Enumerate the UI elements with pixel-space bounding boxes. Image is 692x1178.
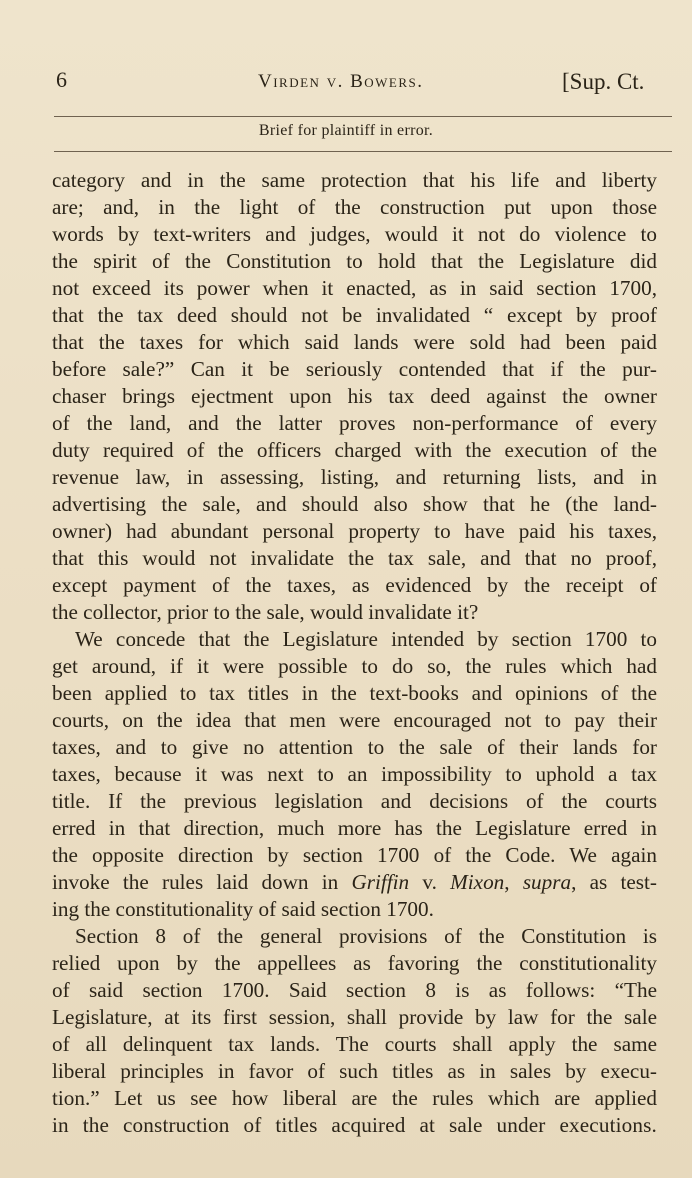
text-line: the opposite direction by section 1700 of the Code. We again — [52, 843, 657, 867]
versus-text: v. — [409, 870, 451, 894]
supra-text: supra — [522, 870, 572, 894]
text-line: erred in that direction, much more has the Legislature erred in — [52, 816, 657, 840]
case-name-griffin: Griffin — [351, 870, 410, 894]
text-line: in the construction of titles acquired at sale under executions. — [52, 1113, 657, 1137]
paragraph-start-line: We concede that the Legislature intended by section 1700 to — [75, 627, 657, 651]
text-line: liberal principles in favor of such titles as in sales by execu- — [52, 1059, 657, 1083]
text-line: of said section 1700. Said section 8 is as follows: “The — [52, 978, 657, 1002]
brief-subheading: Brief for plaintiff in error. — [258, 122, 434, 139]
text-line: the spirit of the Constitution to hold that the Legislature did — [52, 249, 657, 273]
citation-text: invoke the rules laid down in — [52, 870, 352, 894]
citation-tail: , as test- — [571, 870, 657, 894]
header-rule-bottom — [54, 151, 672, 152]
text-line: owner) had abundant personal property to have paid his taxes, — [52, 519, 657, 543]
text-line: tion.” Let us see how liberal are the rules which are applied — [52, 1086, 657, 1110]
case-name-mixon: Mixon — [450, 870, 505, 894]
running-title: Virden v. Bowers. — [258, 71, 424, 92]
text-line: get around, if it were possible to do so, the rules which had — [52, 654, 657, 678]
text-line: words by text-writers and judges, would it not do violence to — [52, 222, 657, 246]
text-line: before sale?” Can it be seriously contended that if the pur- — [52, 357, 657, 381]
text-line: courts, on the idea that men were encouraged not to pay their — [52, 708, 657, 732]
text-line: are; and, in the light of the construction put upon those — [52, 195, 657, 219]
paragraph-end-line: the collector, prior to the sale, would invalidate it? — [52, 600, 479, 624]
citation-separator: , — [504, 870, 523, 894]
citation-line — [52, 869, 657, 896]
text-line: of the land, and the latter proves non-performance of every — [52, 411, 657, 435]
text-line: title. If the previous legislation and decisions of the courts — [52, 789, 657, 813]
text-line: been applied to tax titles in the text-books and opinions of the — [52, 681, 657, 705]
paragraph-start-line: Section 8 of the general provisions of the Constitution is — [75, 924, 657, 948]
text-line: that this would not invalidate the tax sale, and that no proof, — [52, 546, 657, 570]
page-number: 6 — [56, 67, 67, 92]
text-line: Legislature, at its first session, shall provide by law for the sale — [52, 1005, 657, 1029]
text-line: relied upon by the appellees as favoring the constitutionality — [52, 951, 657, 975]
header-rule-top — [54, 116, 672, 117]
text-line: that the taxes for which said lands were sold had been paid — [52, 330, 657, 354]
text-line: revenue law, in assessing, listing, and returning lists, and in — [52, 465, 657, 489]
text-line: of all delinquent tax lands. The courts shall apply the same — [52, 1032, 657, 1056]
text-line: duty required of the officers charged with the execution of the — [52, 438, 657, 462]
text-line: that the tax deed should not be invalidated “ except by proof — [52, 303, 657, 327]
text-line: not exceed its power when it enacted, as in said section 1700, — [52, 276, 657, 300]
text-line: chaser brings ejectment upon his tax deed against the owner — [52, 384, 657, 408]
text-line: except payment of the taxes, as evidenced by the receipt of — [52, 573, 657, 597]
text-line: taxes, because it was next to an impossibility to uphold a tax — [52, 762, 657, 786]
text-line: taxes, and to give no attention to the sale of their lands for — [52, 735, 657, 759]
body-text — [52, 167, 657, 1139]
paragraph-end-line: ing the constitutionality of said section 1700. — [52, 897, 434, 921]
court-label: [Sup. Ct. — [562, 69, 645, 94]
text-line: category and in the same protection that his life and liberty — [52, 168, 657, 192]
text-line: advertising the sale, and should also show that he (the land- — [52, 492, 657, 516]
